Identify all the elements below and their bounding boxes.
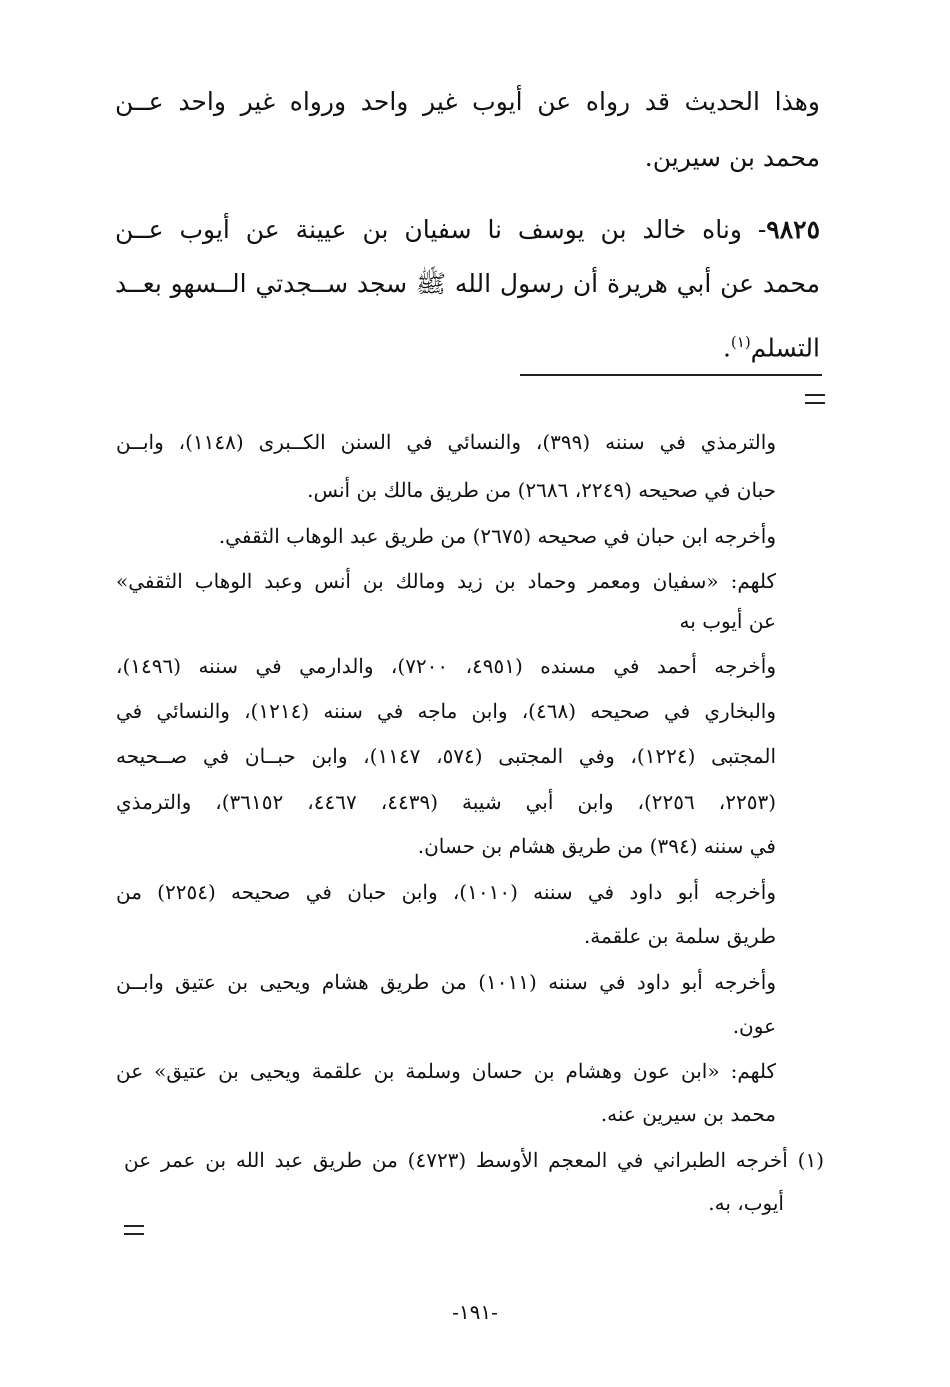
footnote-line: عن أيوب به <box>679 609 776 633</box>
hadith-text: . <box>722 333 731 363</box>
footnote-line: (٢٢٥٣، ٢٢٥٦)، وابن أبي شيبة (٤٤٣٩، ٤٤٦٧، ٣٦١٥٢)، والترمذي <box>116 790 776 814</box>
hadith-text: - وناه خالد بن يوسف نا سفيان بن عيينة عن أيوب عــن <box>115 215 767 244</box>
footnote-line: عون. <box>732 1014 776 1038</box>
footnote-line: في سننه (٣٩٤) من طريق هشام بن حسان. <box>417 834 776 858</box>
footnote-line: محمد بن سيرين عنه. <box>600 1102 776 1126</box>
footnote-line: وأخرجه ابن حبان في صحيحه (٢٦٧٥) من طريق عبد الوهاب الثقفي. <box>218 524 776 548</box>
footnote-line: والترمذي في سننه (٣٩٩)، والنسائي في السنن الكــبرى (١١٤٨)، وابــن <box>116 430 776 454</box>
main-text-line: محمد بن سيرين. <box>644 143 820 172</box>
hadith-line <box>115 210 820 250</box>
hadith-number: ٩٨٢٥ <box>766 215 820 244</box>
footnote-line: وأخرجه أبو داود في سننه (١٠١٠)، وابن حبان في صحيحه (٢٢٥٤) من <box>116 880 776 904</box>
continuation-mark <box>124 1225 144 1235</box>
hadith-line: محمد عن أبي هريرة أن رسول الله ﷺ سجد ســجدتي الــسهو بعــد <box>115 269 820 298</box>
footnote-line: كلهم: «سفيان ومعمر وحماد بن زيد ومالك بن أنس وعبد الوهاب الثقفي» <box>116 569 776 593</box>
footnote-line: وأخرجه أبو داود في سننه (١٠١١) من طريق هشام ويحيى بن عتيق وابــن <box>116 970 776 994</box>
footnote-1-line: (١) أخرجه الطبراني في المعجم الأوسط (٤٧٢٣) من طريق عبد الله بن عمر عن <box>124 1148 824 1172</box>
page-number: -١٩١- <box>452 1300 498 1324</box>
footnote-line: والبخاري في صحيحه (٤٦٨)، وابن ماجه في سننه (١٢١٤)، والنسائي في <box>116 699 776 723</box>
footnote-line: حبان في صحيحه (٢٢٤٩، ٢٦٨٦) من طريق مالك بن أنس. <box>307 478 776 502</box>
footnote-line: طريق سلمة بن علقمة. <box>583 924 776 948</box>
footnote-line: وأخرجه أحمد في مسنده (٤٩٥١، ٧٢٠٠)، والدارمي في سننه (١٤٩٦)، <box>116 654 776 678</box>
footnote-line: كلهم: «ابن عون وهشام بن حسان وسلمة بن علقمة ويحيى بن عتيق» عن <box>116 1059 776 1083</box>
footnote-1-line: أيوب، به. <box>708 1191 784 1215</box>
footnote-line: المجتبى (١٢٢٤)، وفي المجتبى (٥٧٤، ١١٤٧)، وابن حبــان في صــحيحه <box>116 744 776 768</box>
footnote-reference: (١) <box>730 333 751 351</box>
continuation-mark <box>805 394 825 404</box>
hadith-text: التسلم <box>750 333 820 363</box>
hadith-line <box>115 322 820 368</box>
footnote-separator <box>520 374 822 376</box>
main-text-line: وهذا الحديث قد رواه عن أيوب غير واحد ورواه غير واحد عــن <box>115 87 820 116</box>
